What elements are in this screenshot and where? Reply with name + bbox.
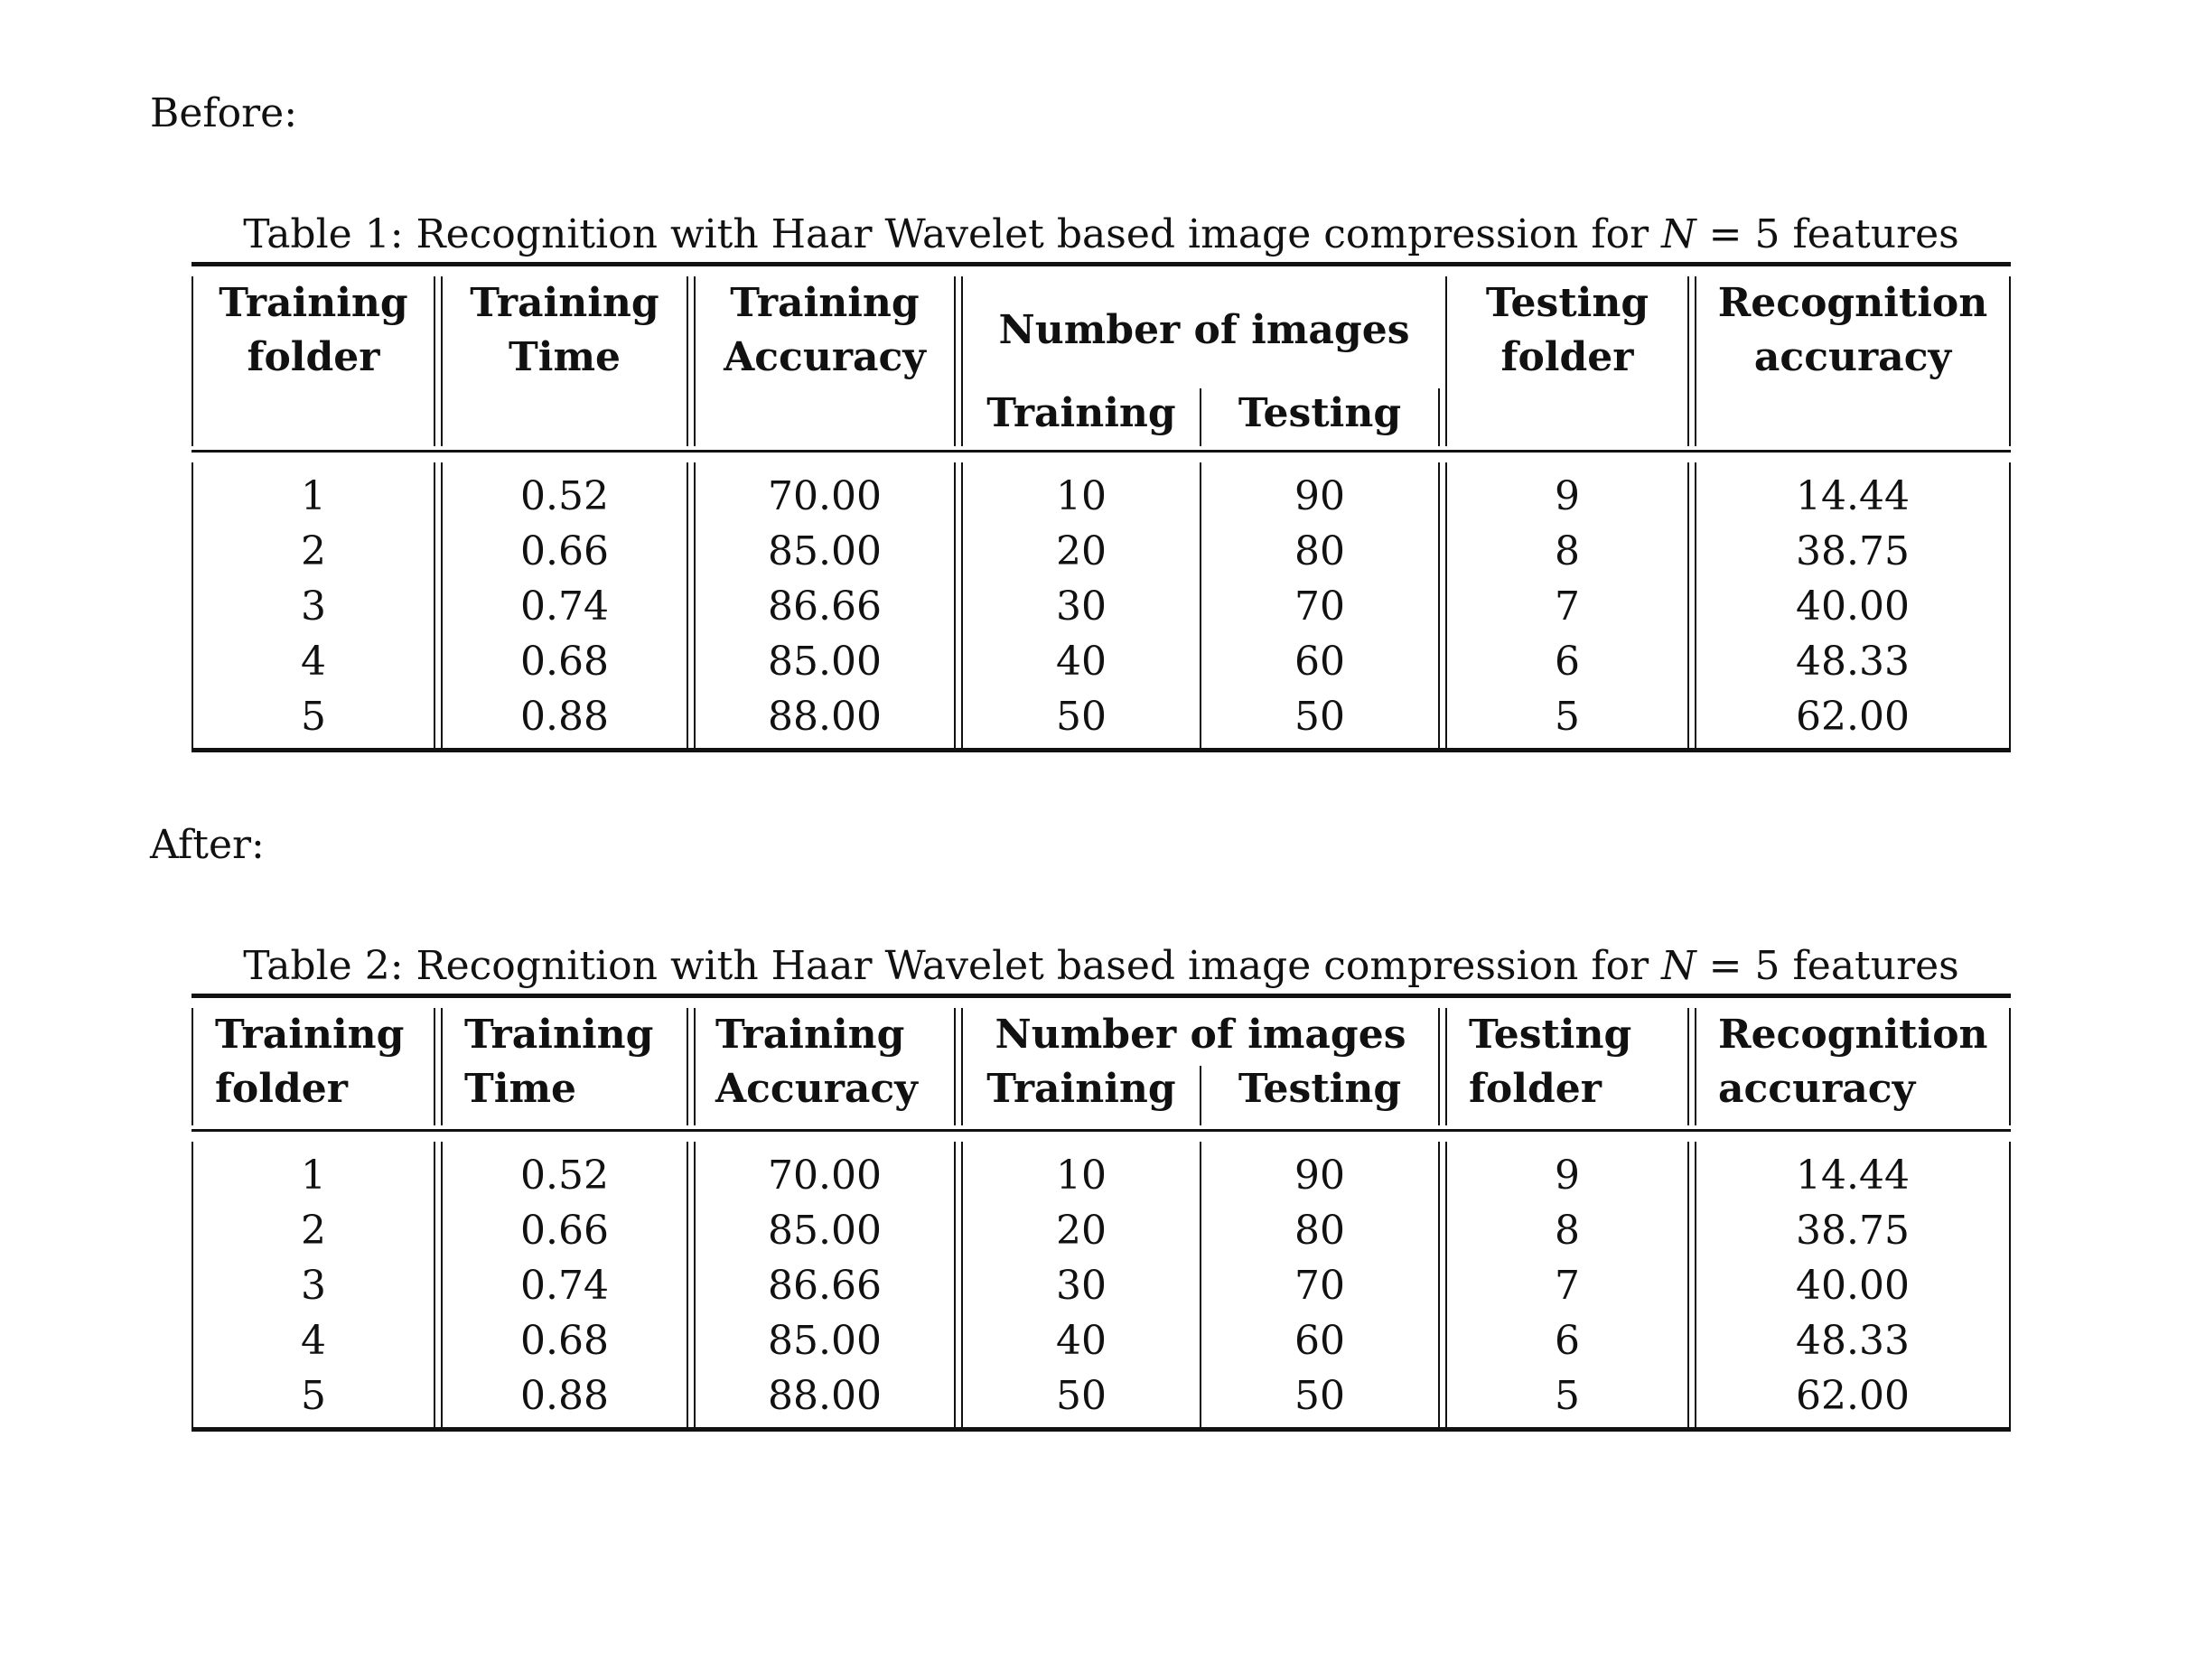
table-cell-testing-folder: 8 (1555, 528, 1580, 574)
table2-rule (441, 1008, 443, 1125)
table-cell-training-time: 0.66 (520, 528, 609, 574)
table-cell-training-folder: 5 (301, 1373, 326, 1419)
table-cell-training-accuracy: 86.66 (768, 583, 882, 630)
table1 (192, 262, 2011, 755)
table2-rule (1695, 1008, 1696, 1125)
table-cell-training-folder: 2 (301, 1208, 326, 1254)
table1-caption-var: N (1661, 211, 1696, 257)
table-cell-testing-folder: 7 (1555, 583, 1580, 630)
table-cell-training-folder: 3 (301, 1263, 326, 1309)
table-cell-recognition-accuracy: 62.00 (1796, 1373, 1910, 1419)
table2-rule (687, 1008, 688, 1125)
table-cell-images-testing: 60 (1294, 639, 1345, 685)
table-cell-images-testing: 70 (1294, 1263, 1345, 1309)
table-cell-recognition-accuracy: 40.00 (1796, 583, 1910, 630)
table1-header-rule (192, 450, 2011, 453)
table-cell-images-training: 50 (1056, 1373, 1107, 1419)
table1-rule (954, 276, 956, 446)
table-cell-training-folder: 1 (301, 1153, 326, 1199)
table-cell-images-training: 30 (1056, 1263, 1107, 1309)
table-cell-images-training: 20 (1056, 1208, 1107, 1254)
table-cell-images-training: 20 (1056, 528, 1107, 574)
table1-rule (954, 462, 956, 748)
header-recognition-1: Recognition (1717, 280, 1988, 326)
table2-top-rule (192, 994, 2011, 998)
header-training-accuracy-2: Accuracy (715, 1066, 918, 1112)
table-cell-training-time: 0.66 (520, 1208, 609, 1254)
before-label: Before: (150, 90, 298, 136)
table1-bottom-rule (192, 748, 2011, 752)
header-testing-folder-2: folder (1469, 1066, 1602, 1112)
table-cell-training-accuracy: 85.00 (768, 1318, 882, 1364)
table-cell-recognition-accuracy: 40.00 (1796, 1263, 1910, 1309)
table-cell-testing-folder: 5 (1555, 694, 1580, 740)
table-cell-training-time: 0.88 (520, 1373, 609, 1419)
table-cell-recognition-accuracy: 14.44 (1796, 473, 1910, 519)
table-cell-training-folder: 4 (301, 1318, 326, 1364)
header-training-time-1: Training (464, 1012, 654, 1058)
table-cell-training-folder: 3 (301, 583, 326, 630)
table2-rule (1445, 1008, 1447, 1125)
table-cell-recognition-accuracy: 62.00 (1796, 694, 1910, 740)
header-training-accuracy-1: Training (730, 280, 920, 326)
table1-caption-suffix: = 5 features (1696, 211, 1959, 257)
header-training-time-1: Training (470, 280, 659, 326)
header-testing-folder-1: Testing (1469, 1012, 1632, 1058)
header-training-time-2: Time (508, 334, 621, 380)
table2-rule (954, 1008, 956, 1125)
table2 (192, 994, 2011, 1436)
header-sub-testing: Testing (1238, 1066, 1402, 1112)
table-cell-testing-folder: 6 (1555, 639, 1580, 685)
table2-caption-var: N (1661, 943, 1696, 989)
header-testing-folder-1: Testing (1485, 280, 1649, 326)
table2-caption-suffix: = 5 features (1696, 943, 1959, 989)
header-training-folder-1: Training (215, 1012, 405, 1058)
table-cell-recognition-accuracy: 14.44 (1796, 1153, 1910, 1199)
table-cell-training-time: 0.68 (520, 639, 609, 685)
table2-bottom-rule (192, 1427, 2011, 1432)
table-cell-training-folder: 2 (301, 528, 326, 574)
table-cell-testing-folder: 5 (1555, 1373, 1580, 1419)
table-cell-testing-folder: 7 (1555, 1263, 1580, 1309)
table-cell-images-testing: 90 (1294, 1153, 1345, 1199)
table-cell-training-time: 0.88 (520, 694, 609, 740)
header-training-time-2: Time (464, 1066, 577, 1112)
header-recognition-2: accuracy (1718, 1066, 1916, 1112)
header-sub-testing: Testing (1238, 390, 1402, 436)
table1-rule (434, 276, 435, 446)
table-cell-images-testing: 50 (1294, 694, 1345, 740)
table1-rule (687, 276, 688, 446)
table-cell-images-testing: 90 (1294, 473, 1345, 519)
table-cell-images-testing: 80 (1294, 1208, 1345, 1254)
header-training-folder-2: folder (215, 1066, 348, 1112)
table-cell-training-accuracy: 88.00 (768, 1373, 882, 1419)
table-cell-training-time: 0.68 (520, 1318, 609, 1364)
table2-right-rule (2009, 1142, 2011, 1427)
table-cell-images-training: 40 (1056, 639, 1107, 685)
table-cell-images-training: 30 (1056, 583, 1107, 630)
header-testing-folder-2: folder (1500, 334, 1634, 380)
table-cell-training-accuracy: 70.00 (768, 473, 882, 519)
table2-left-rule (192, 1008, 193, 1125)
table-cell-images-training: 40 (1056, 1318, 1107, 1364)
table2-rule (694, 1008, 696, 1125)
table2-caption (192, 943, 2011, 990)
table-cell-images-testing: 80 (1294, 528, 1345, 574)
table1-caption-prefix: Table 1: Recognition with Haar Wavelet based image compression for (243, 211, 1662, 257)
table-cell-testing-folder: 8 (1555, 1208, 1580, 1254)
header-training-accuracy-1: Training (715, 1012, 905, 1058)
table-cell-training-accuracy: 86.66 (768, 1263, 882, 1309)
header-sub-training: Training (986, 1066, 1176, 1112)
table-cell-training-accuracy: 88.00 (768, 694, 882, 740)
table2-rule (434, 1008, 435, 1125)
table1-right-rule (2009, 276, 2011, 446)
table-cell-training-folder: 1 (301, 473, 326, 519)
header-training-folder-1: Training (219, 280, 408, 326)
header-recognition-2: accuracy (1753, 334, 1952, 380)
table-cell-training-accuracy: 85.00 (768, 528, 882, 574)
table1-rule (1438, 462, 1440, 748)
table1-rule (434, 462, 435, 748)
table2-rule (1438, 1142, 1440, 1427)
header-training-accuracy-2: Accuracy (724, 334, 926, 380)
table1-rule (1438, 388, 1440, 446)
table2-rule (954, 1142, 956, 1427)
table2-right-rule (2009, 1008, 2011, 1125)
header-training-folder-2: folder (247, 334, 380, 380)
header-number-of-images: Number of images (995, 1012, 1406, 1058)
table2-rule (1438, 1008, 1440, 1125)
header-recognition-1: Recognition (1718, 1012, 1988, 1058)
table2-rule (1687, 1142, 1689, 1427)
table2-caption-prefix: Table 2: Recognition with Haar Wavelet based image compression for (243, 943, 1662, 989)
table2-rule (687, 1142, 688, 1427)
table-cell-images-testing: 50 (1294, 1373, 1345, 1419)
table-cell-training-time: 0.74 (520, 583, 609, 630)
header-sub-training: Training (986, 390, 1176, 436)
table-cell-images-training: 10 (1056, 473, 1107, 519)
table1-caption (192, 211, 2011, 258)
table2-header-rule (192, 1129, 2011, 1132)
table2-rule (434, 1142, 435, 1427)
header-number-of-images: Number of images (998, 307, 1410, 353)
table1-rule (687, 462, 688, 748)
table-cell-testing-folder: 6 (1555, 1318, 1580, 1364)
table-cell-training-time: 0.52 (520, 1153, 609, 1199)
table1-rule (1687, 276, 1689, 446)
after-label: After: (150, 822, 265, 868)
table-cell-images-testing: 70 (1294, 583, 1345, 630)
table-cell-testing-folder: 9 (1555, 473, 1580, 519)
table-cell-images-training: 50 (1056, 694, 1107, 740)
table-cell-recognition-accuracy: 48.33 (1796, 639, 1910, 685)
table-cell-recognition-accuracy: 38.75 (1796, 528, 1910, 574)
table-cell-training-folder: 4 (301, 639, 326, 685)
table1-rule (1687, 462, 1689, 748)
table-cell-training-folder: 5 (301, 694, 326, 740)
table-cell-recognition-accuracy: 48.33 (1796, 1318, 1910, 1364)
table1-top-rule (192, 262, 2011, 266)
table-cell-testing-folder: 9 (1555, 1153, 1580, 1199)
table-cell-images-training: 10 (1056, 1153, 1107, 1199)
table-cell-training-accuracy: 85.00 (768, 639, 882, 685)
table2-rule (1687, 1008, 1689, 1125)
table-cell-images-testing: 60 (1294, 1318, 1345, 1364)
table-cell-recognition-accuracy: 38.75 (1796, 1208, 1910, 1254)
table-cell-training-time: 0.74 (520, 1263, 609, 1309)
table1-right-rule (2009, 462, 2011, 748)
table-cell-training-accuracy: 70.00 (768, 1153, 882, 1199)
table-cell-training-accuracy: 85.00 (768, 1208, 882, 1254)
table-cell-training-time: 0.52 (520, 473, 609, 519)
